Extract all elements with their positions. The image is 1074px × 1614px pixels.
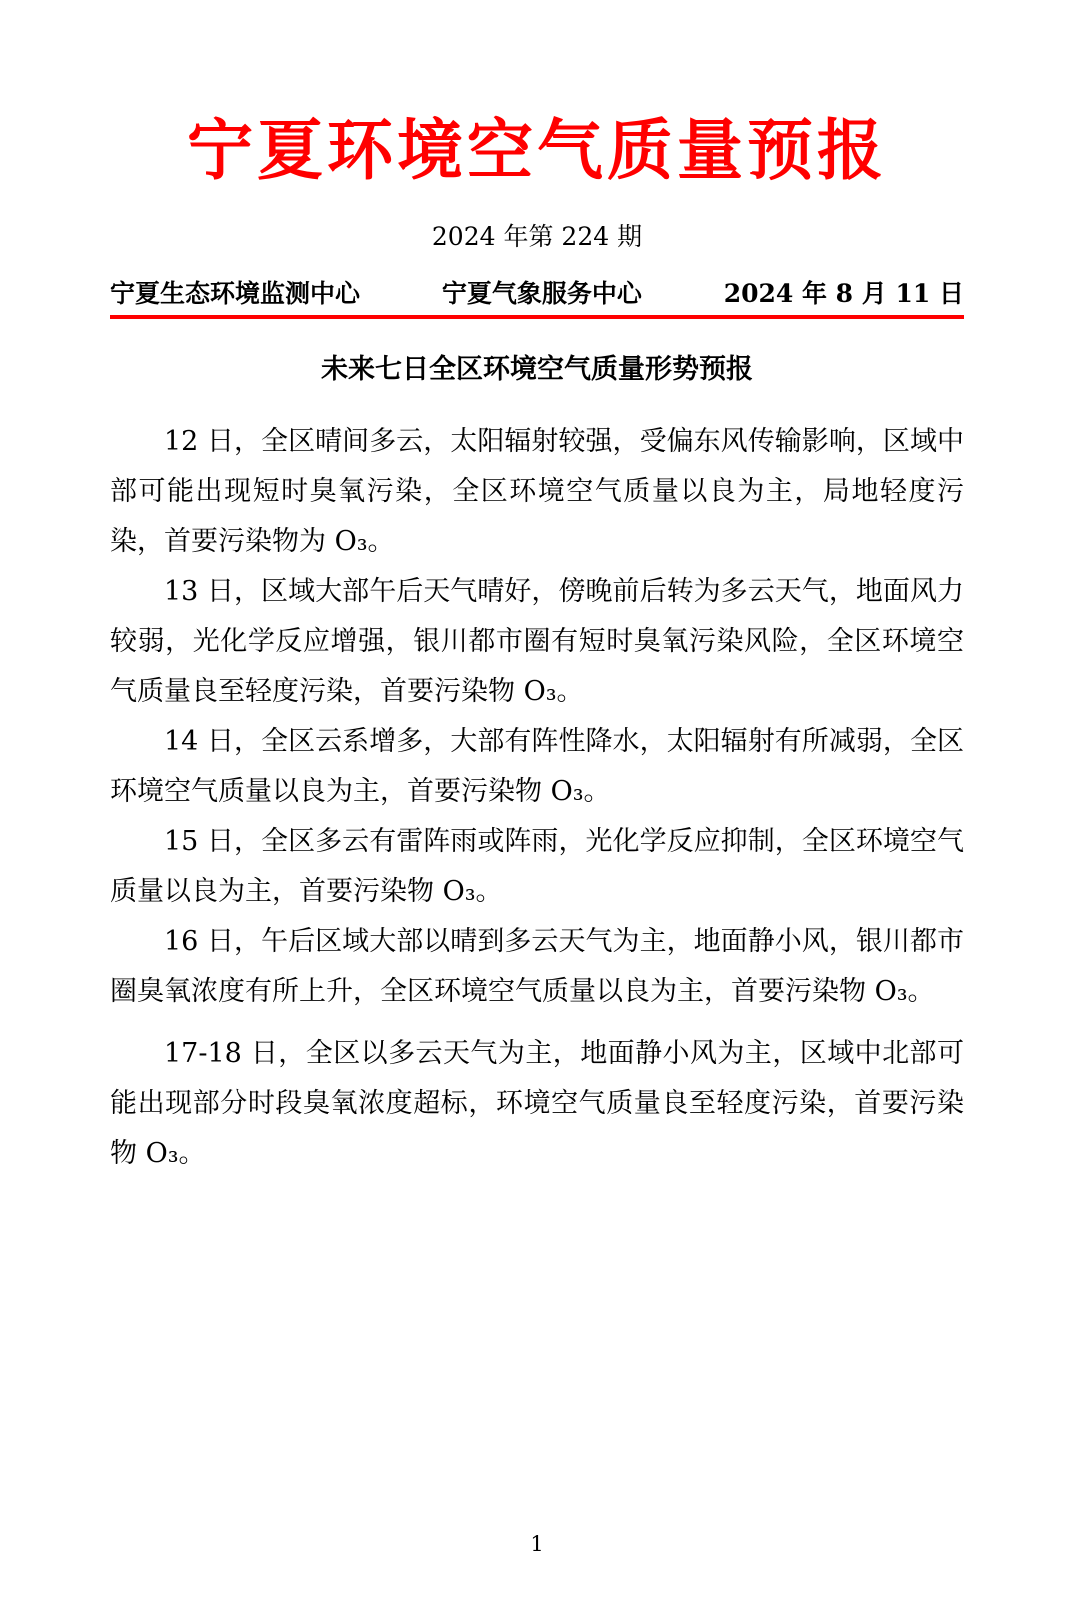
document-title: 宁夏环境空气质量预报 — [187, 111, 887, 189]
forecast-paragraph-day13: 13 日，区域大部午后天气晴好，傍晚前后转为多云天气，地面风力较弱，光化学反应增强，银川都市圈有短时臭氧污染风险，全区环境空气质量良至轻度污染，首要污染物 O₃。 — [110, 576, 964, 707]
forecast-paragraph-day17-18: 17-18 日，全区以多云天气为主，地面静小风为主，区域中北部可能出现部分时段臭氧浓度超标，环境空气质量良至轻度污染，首要污染物 O₃。 — [110, 1038, 964, 1169]
document-content — [0, 94, 1074, 1179]
masthead-org-left: 宁夏生态环境监测中心 — [110, 279, 361, 308]
forecast-paragraph-day12: 12 日，全区晴间多云，太阳辐射较强，受偏东风传输影响，区域中部可能出现短时臭氧污染，全区环境空气质量以良为主，局地轻度污染，首要污染物为 O₃。 — [110, 426, 964, 557]
forecast-paragraph-day15: 15 日，全区多云有雷阵雨或阵雨，光化学反应抑制，全区环境空气质量以良为主，首要污染物 O₃。 — [110, 826, 964, 907]
document-page — [0, 94, 1074, 1614]
section-title: 未来七日全区环境空气质量形势预报 — [321, 354, 753, 385]
masthead-date: 2024 年 8 月 11 日 — [723, 279, 964, 308]
forecast-body — [110, 417, 964, 1179]
red-divider-rule — [110, 315, 964, 319]
masthead-row — [110, 278, 964, 310]
masthead-org-center: 宁夏气象服务中心 — [441, 279, 642, 308]
issue-line: 2024 年第 224 期 — [431, 222, 643, 251]
page-number: 1 — [530, 1532, 544, 1556]
forecast-paragraph-day14: 14 日，全区云系增多，大部有阵性降水，太阳辐射有所减弱，全区环境空气质量以良为主，首要污染物 O₃。 — [110, 726, 964, 807]
forecast-paragraph-day16: 16 日，午后区域大部以晴到多云天气为主，地面静小风，银川都市圈臭氧浓度有所上升，全区环境空气质量以良为主，首要污染物 O₃。 — [110, 926, 964, 1007]
